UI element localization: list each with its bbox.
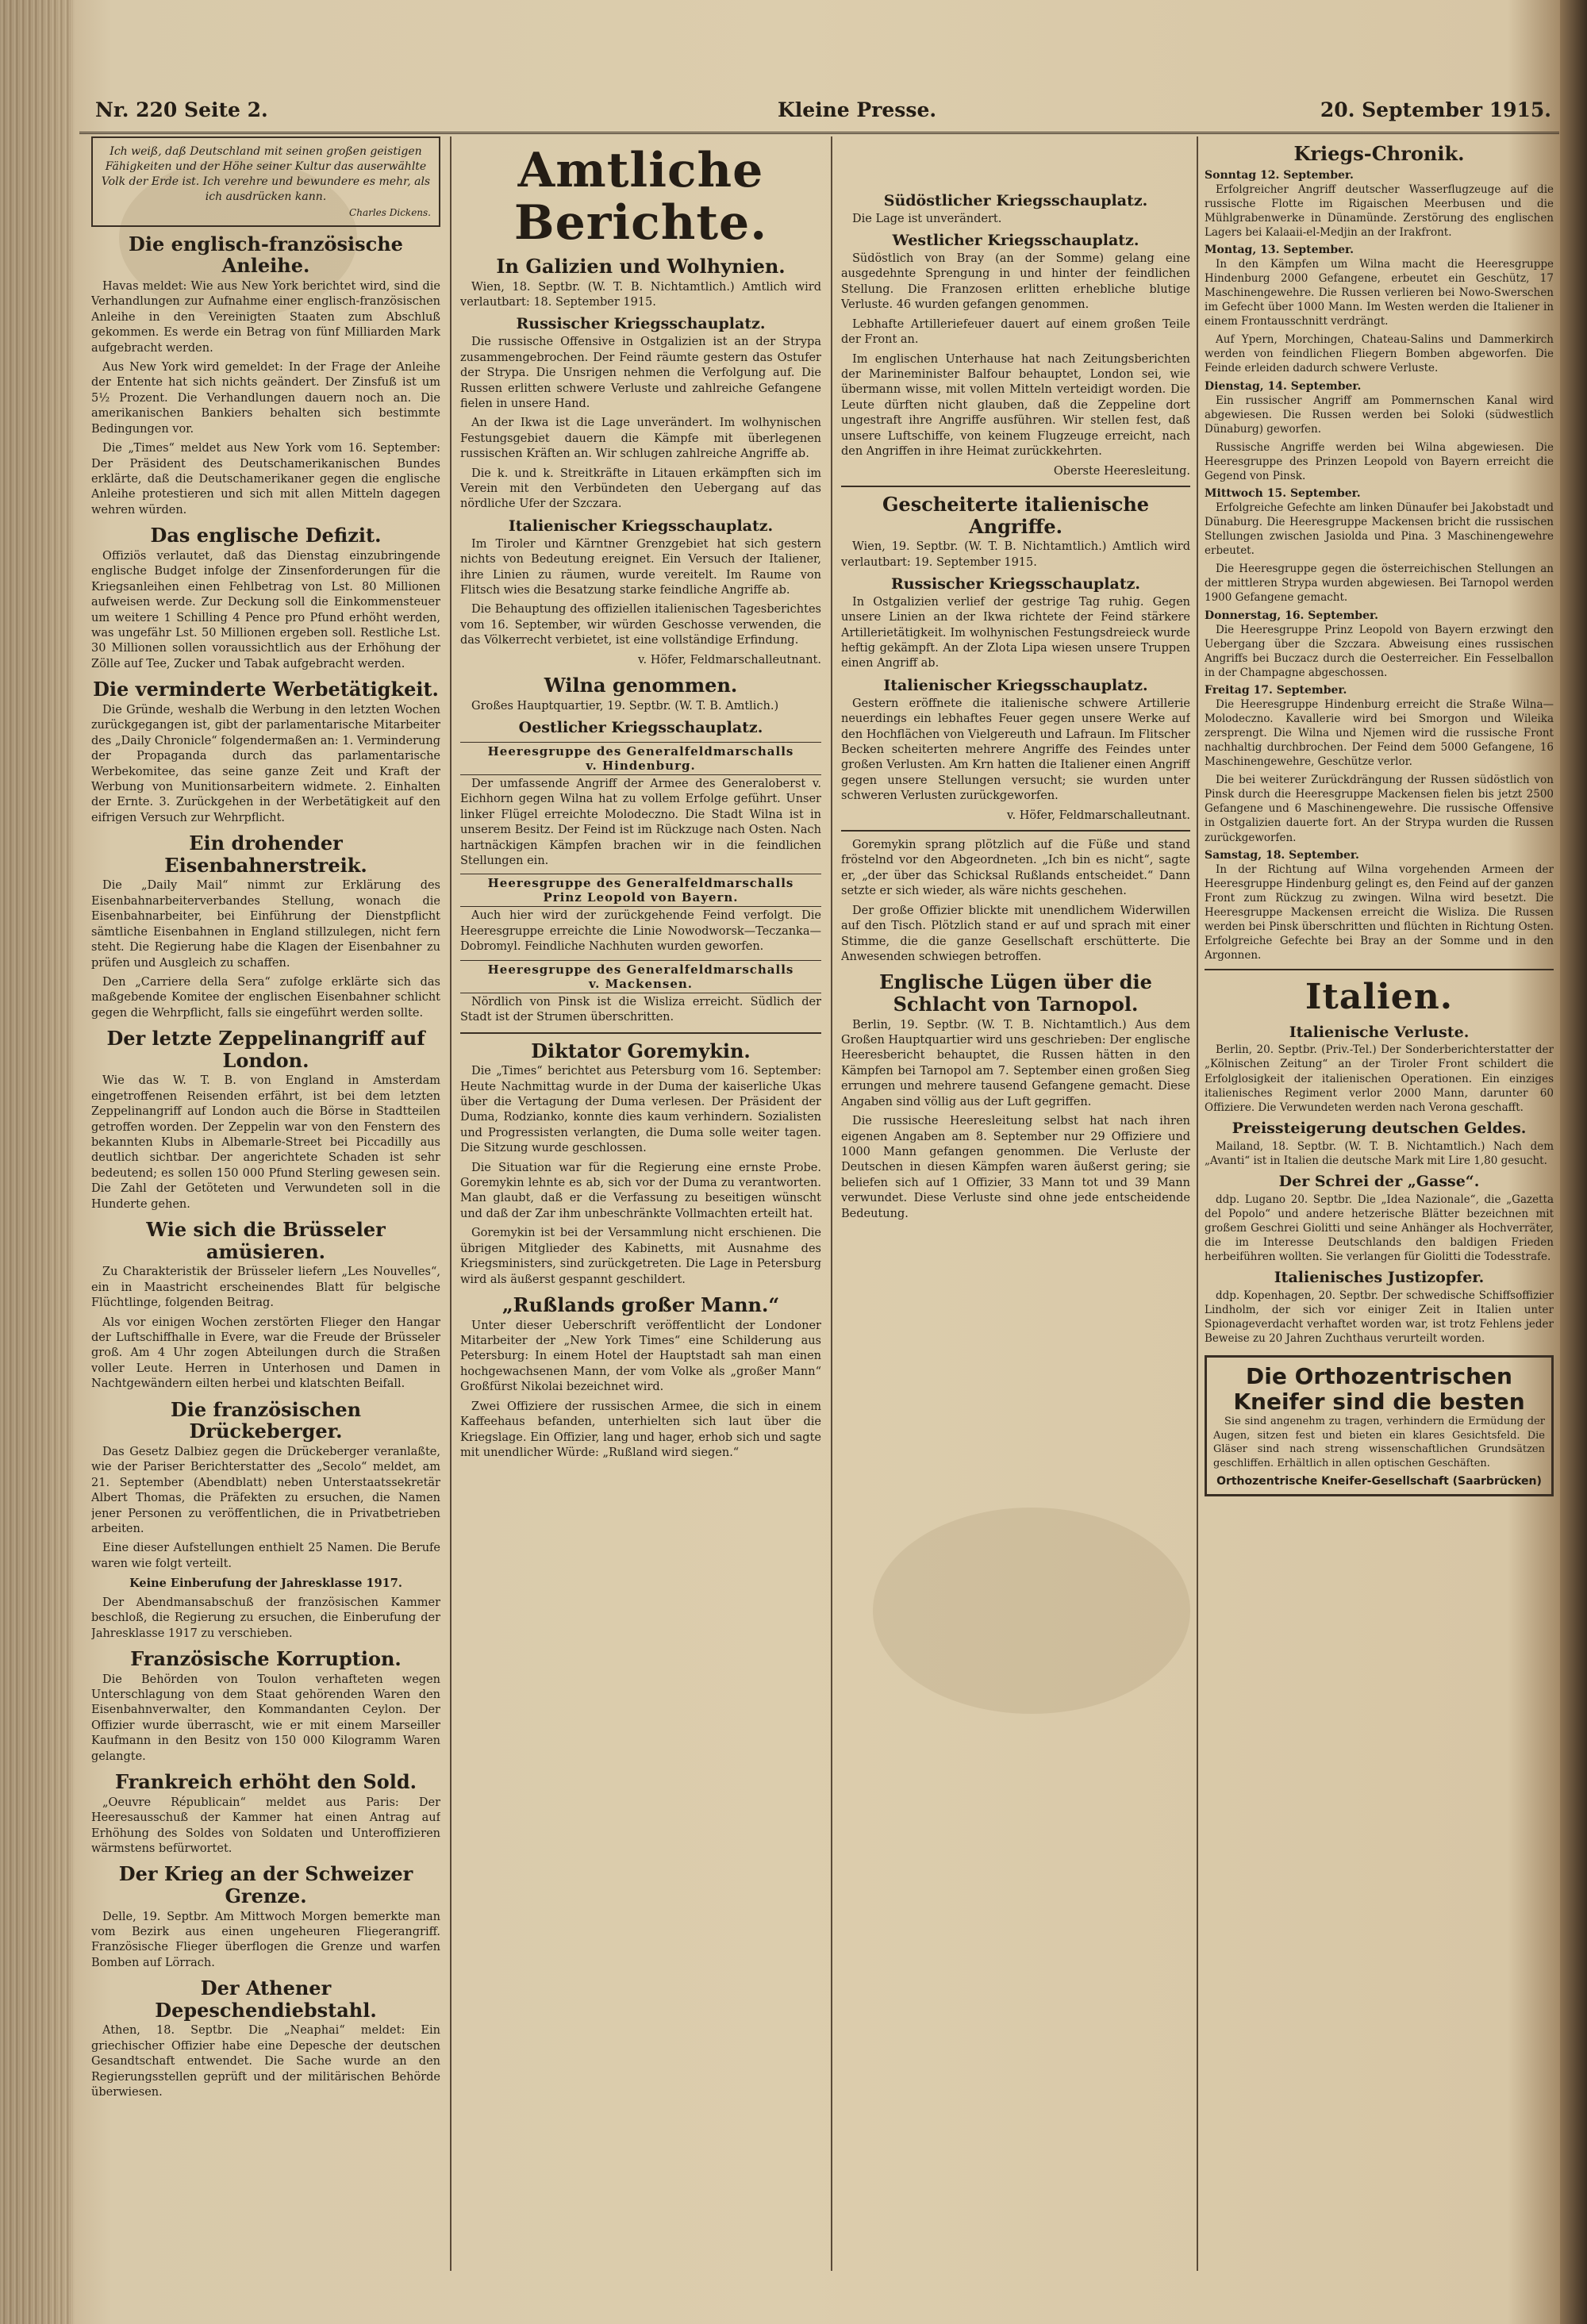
chronicle-entry: Ein russischer Angriff am Pommernschen Kanal wird abgewiesen. Die Russen werden bei Soloki (südwestlich Dünaburg) geworfen.	[1205, 394, 1554, 436]
quote-author: Charles Dickens.	[349, 206, 431, 218]
article-title: Ein drohender Eisenbahnerstreik.	[164, 832, 367, 877]
article-paragraph: In Ostgalizien verlief der gestrige Tag ruhig. Gegen unsere Linien an der Ikwa richtete der Feind stärkere Artillerietätigkeit. Im wolhynischen Festungsdreieck wurde heftig gekämpft. An der Zlota Lipa wiesen unsere Truppen einen Angriff ab.	[841, 595, 1190, 670]
army-group-heading	[460, 874, 821, 907]
section-heading: Italienisches Justizopfer.	[1274, 1268, 1485, 1286]
page-header	[79, 87, 1559, 134]
column-3	[841, 136, 1190, 2279]
article-paragraph: Den „Carriere della Sera“ zufolge erklärte sich das maßgebende Komitee der englischen Eisenbahner schlicht gegen die Wehrpflicht, falls sie eingeführt werden sollte.	[91, 975, 440, 1020]
chronicle-date: Dienstag, 14. September.	[1205, 379, 1362, 393]
section-heading: Italienischer Kriegsschauplatz.	[883, 676, 1148, 694]
article-title: Englische Lügen über die Schlacht von Tarnopol.	[879, 970, 1152, 1016]
column-rule	[1197, 136, 1198, 2271]
article-title: „Rußlands großer Mann.“	[501, 1293, 780, 1316]
section-heading: Südöstlicher Kriegsschauplatz.	[883, 192, 1148, 209]
issue-date: 20. September 1915.	[1320, 98, 1551, 121]
article-paragraph: Wie das W. T. B. von England in Amsterdam eingetroffenen Reisenden erfährt, ist bei dem letzten Zeppelinangriff auf London auch die Börse in Stadtteilen getroffen worden. Der Zeppelin war von den Fenstern des bekannten Klubs in Albemarle-Street bei Piccadilly aus deutlich sichtbar. Der angerichtete Schaden ist sehr bedeutend; es sollen 150 000 Pfund Sterling gewesen sein. Die Zahl der Getöteten und Verwundeten soll in die Hunderte gehen.	[91, 1074, 440, 1211]
article-paragraph: Lebhafte Artilleriefeuer dauert auf einem großen Teile der Front an.	[841, 317, 1190, 347]
divider	[841, 830, 1190, 832]
column-1	[91, 136, 440, 2279]
article-paragraph: „Oeuvre Républicain“ meldet aus Paris: Der Heeresausschuß der Kammer hat einen Antrag auf Erhöhung des Soldes von Soldaten und Unteroffizieren wärmstens befürwortet.	[91, 1796, 440, 1855]
army-group-commander: v. Mackensen.	[588, 976, 694, 991]
article-paragraph: Südöstlich von Bray (an der Somme) gelang eine ausgedehnte Sprengung in und hinter der feindlichen Stellung. Die Franzosen erlitten erhebliche blutige Verluste. 46 wurden gefangen genommen.	[841, 252, 1190, 312]
column-rule	[450, 136, 452, 2271]
ad-title: Die Orthozentrischen Kneifer sind die besten	[1233, 1363, 1525, 1416]
article-paragraph: Zu Charakteristik der Brüsseler liefern „Les Nouvelles“, ein in Maastricht erscheinendes Blatt für belgische Flüchtlinge, folgenden Beitrag.	[91, 1266, 440, 1310]
signature: v. Höfer, Feldmarschalleutnant.	[1007, 809, 1190, 822]
chronicle-date: Donnerstag, 16. September.	[1205, 609, 1378, 622]
article-title: Gescheiterte italienische Angriffe.	[882, 492, 1150, 538]
article-paragraph: ddp. Kopenhagen, 20. Septbr. Der schwedische Schiffsoffizier Lindholm, der sich vor einiger Zeit in Italien unter Spionageverdacht verhaftet worden war, ist trotz Fehlens jeder Beweise zu 20 Jahren Zuchthaus verurteilt worden.	[1205, 1289, 1554, 1345]
divider	[460, 1032, 821, 1034]
article-paragraph: Die russische Heeresleitung selbst hat nach ihren eigenen Angaben am 8. September nur 29 Offiziere und 1000 Mann gefangen genommen. Die Verluste der Deutschen in diesen Kämpfen waren äußerst gering; sie beliefen sich auf 1 Offizier, 33 Mann tot und 39 Mann verwundet. Diese Verluste sind ohne jede entscheidende Bedeutung.	[841, 1115, 1190, 1220]
chronicle-entry: In den Kämpfen um Wilna macht die Heeresgruppe Hindenburg 2000 Gefangene, erbeutet ein Geschütz, 17 Maschinengewehre. Die Russen verlieren bei Nowo-Swerschen im Gefecht über 1000 Mann. Im Westen werden die Italiener in einem Frontausschnitt verdrängt.	[1205, 257, 1554, 328]
dateline: Wien, 19. Septbr. (W. T. B. Nichtamtlich.) Amtlich wird verlautbart: 19. September 1915.	[841, 540, 1190, 569]
article-paragraph: Die Lage ist unverändert.	[852, 212, 1002, 225]
chronicle-title: Kriegs-Chronik.	[1293, 142, 1465, 165]
chronicle-entry: In der Richtung auf Wilna vorgehenden Armeen der Heeresgruppe Hindenburg gelingt es, den Feind auf der ganzen Front zum Rückzug zu zwingen. Wilna wird besetzt. Die Heeresgruppe Mackensen erreicht die Wisliza. Die Russen werden bei Pinsk überschritten und flüchten in Richtung Osten. Erfolgreiche Gefechte bei Bray an der Somme und in den Argonnen.	[1205, 862, 1554, 962]
chronicle-date: Sonntag 12. September.	[1205, 168, 1354, 182]
ad-text: Sie sind angenehm zu tragen, verhindern die Ermüdung der Augen, sitzen fest und bieten ein klares Gesichtsfeld. Die Gläser sind nach streng wissenschaftlichen Grundsätzen geschliffen. Erhältlich in allen optischen Geschäften.	[1213, 1416, 1545, 1469]
article-paragraph: Das Gesetz Dalbiez gegen die Drückeberger veranlaßte, wie der Pariser Berichterstatter des „Secolo“ meldet, am 21. September (Abendblatt) neben Unterstaatssekretär Albert Thomas, die Präfekten zu ersuchen, die Namen jener Personen zu veröffentlichen, die in Privatbetrieben arbeiten.	[91, 1445, 440, 1536]
article-paragraph: Im Tiroler und Kärntner Grenzgebiet hat sich gestern nichts von Bedeutung ereignet. Ein Versuch der Italiener, ihre Linien zu räumen, wurde vereitelt. Im Raume von Flitsch wies die Besatzung starke feindliche Angriffe ab.	[460, 537, 821, 597]
article-paragraph: Der umfassende Angriff der Armee des Generaloberst v. Eichhorn gegen Wilna hat zu vollem Erfolge geführt. Unser linker Flügel erreichte Molodeczno. Die Stadt Wilna ist in unserem Besitz. Der Feind ist im Rückzuge nach Osten. Nach hartnäckigen Kämpfen brachen wir in die feindlichen Stellungen ein.	[460, 777, 821, 867]
article-title: In Galizien und Wolhynien.	[496, 255, 786, 278]
article-paragraph: Offiziös verlautet, daß das Dienstag einzubringende englische Budget infolge der Zinsenforderungen für die Kriegsanleihen einen Fehlbetrag von Lst. 80 Millionen aufweisen werde. Zur Deckung soll die Einkommensteuer um weitere 1 Schilling 4 Pence pro Pfund erhöht werden, was ungefähr Lst. 50 Millionen ergeben soll. Restliche Lst. 30 Millionen sollen voraussichtlich aus der Erhöhung der Zölle auf Tee, Zucker und Tabak aufgebracht werden.	[91, 549, 440, 670]
ad-footer: Orthozentrische Kneifer-Gesellschaft (Saarbrücken)	[1216, 1475, 1542, 1489]
chronicle-date: Samstag, 18. September.	[1205, 848, 1359, 862]
article-paragraph: Aus New York wird gemeldet: In der Frage der Anleihe der Entente hat sich nichts geändert. Der Zinsfuß ist um 5½ Prozent. Die Verhandlungen dauern noch an. Die amerikanischen Bankiers behalten sich bestimmte Bedingungen vor.	[91, 361, 440, 436]
section-heading: Oestlicher Kriegsschauplatz.	[518, 719, 763, 737]
article-title: Das englische Defizit.	[150, 524, 382, 547]
article-title: Die französischen Drückeberger.	[170, 1397, 362, 1443]
article-title: Französische Korruption.	[130, 1646, 402, 1670]
chronicle-entry: Auf Ypern, Morchingen, Chateau-Salins und Dammerkirch werden von feindlichen Fliegern Bomben abgeworfen. Die Feinde erleiden dadurch schwere Verluste.	[1205, 333, 1554, 375]
article-paragraph: Mailand, 18. Septbr. (W. T. B. Nichtamtlich.) Nach dem „Avanti“ ist in Italien die deutsche Mark mit Lire 1,80 gesucht.	[1205, 1139, 1554, 1167]
article-paragraph: An der Ikwa ist die Lage unverändert. Im wolhynischen Festungsgebiet dauern die Kämpfe mit überlegenen russischen Kräften an. Wir schlugen zahlreiche Angriffe ab.	[460, 417, 821, 461]
quote-box	[91, 136, 440, 227]
article-paragraph: Die k. und k. Streitkräfte in Litauen erkämpften sich im Verein mit den Verbündeten den Uebergang auf das nördliche Ufer der Szczara.	[460, 467, 821, 511]
chronicle-entry: Die Heeresgruppe Hindenburg erreicht die Straße Wilna—Molodeczno. Kavallerie wird bei Smorgon und Wileika zersprengt. Die Wilna und Njemen wird die russische Front nachhaltig durchbrochen. Der Feind dem 5000 Gefangene, 16 Maschinengewehre, Geschütze verlor.	[1205, 697, 1554, 769]
article-title: Der Krieg an der Schweizer Grenze.	[118, 1862, 413, 1907]
divider	[841, 486, 1190, 487]
chronicle-date: Freitag 17. September.	[1205, 683, 1347, 697]
article-title: Die englisch-französische Anleihe.	[129, 232, 403, 278]
article-title: Diktator Goremykin.	[531, 1039, 751, 1062]
section-title-italy: Italien.	[1305, 977, 1454, 1018]
article-paragraph: Als vor einigen Wochen zerstörten Flieger den Hangar der Luftschiffhalle in Evere, war die Freude der Brüsseler groß. Am 4 Uhr zogen Abteilungen durch die Straßen voller Leute. Herren in Unterhosen und Damen in Nachtgewändern eilten herbei und klatschten Beifall.	[91, 1316, 440, 1391]
article-paragraph: Athen, 18. Septbr. Die „Neaphai“ meldet: Ein griechischer Offizier habe eine Depesche der deutschen Gesandtschaft entwendet. Die Sache wurde an den Regierungsstellen geprüft und der militärischen Behörde überwiesen.	[91, 2024, 440, 2099]
section-heading: Russischer Kriegsschauplatz.	[890, 574, 1141, 593]
article-paragraph: Die Gründe, weshalb die Werbung in den letzten Wochen zurückgegangen ist, gibt der parlamentarische Mitarbeiter des „Daily Chronicle“ folgendermaßen an: 1. Verminderung der Propaganda durch das parlamentarische Werbekomitee, das seine ganze Zeit und Kraft der Werbung von Munitionsarbeitern widmete. 2. Einhalten der Ernte. 3. Zurückgehen in der Werbetätigkeit auf den eifrigen Versuch zur Wehrpflicht.	[91, 703, 440, 824]
page-edge	[1560, 0, 1587, 2324]
article-paragraph: Havas meldet: Wie aus New York berichtet wird, sind die Verhandlungen zur Aufnahme einer englisch-französischen Anleihe in den Vereinigten Staaten zum Abschluß gekommen. Es werde ein Betrag von fünf Milliarden Mark aufgebracht werden.	[91, 279, 440, 355]
article-paragraph: Goremykin sprang plötzlich auf die Füße und stand fröstelnd vor den Abgeordneten. „Ich bin es nicht“, sagte er, „der über das Schicksal Rußlands entscheidet.“ Dann setzte er sich wieder, als wäre nichts geschehen.	[841, 839, 1190, 898]
article-paragraph: Zwei Offiziere der russischen Armee, die sich in einem Kaffeehaus befanden, unterhielten sich laut über die Kriegslage. Ein Offizier, lang und hager, erhob sich und sagte mit unendlicher Würde: „Rußland wird siegen.“	[460, 1400, 821, 1459]
column-4	[1205, 136, 1554, 2279]
article-paragraph: ddp. Lugano 20. Septbr. Die „Idea Nazionale“, die „Gazetta del Popolo“ und andere hetzerische Blätter bezeichnen mit großem Geschrei Giolitti und seine Anhänger als Hochverräter, die im Interesse Deutschlands den baldigen Frieden herbeiführen wollten. Sie verlangen für Giolitti die Todesstrafe.	[1205, 1193, 1554, 1263]
article-paragraph: Goremykin ist bei der Versammlung nicht erschienen. Die übrigen Mitglieder des Kabinetts, mit Ausnahme des Kriegsministers, sind zurückgetreten. Die Lage in Petersburg wird als äußerst gespannt geschildert.	[460, 1227, 821, 1286]
article-title: Die verminderte Werbetätigkeit.	[93, 678, 439, 701]
chronicle-entry: Russische Angriffe werden bei Wilna abgewiesen. Die Heeresgruppe des Prinzen Leopold von Bayern erreicht die Gegend von Pinsk.	[1205, 440, 1554, 482]
article-paragraph: Im englischen Unterhause hat nach Zeitungsberichten der Marineminister Balfour behauptet, London sei, wie übermann wisse, mit vollen Mitteln verteidigt worden. Die Leute dürften nicht glauben, daß die Zeppeline dort ungestraft ihre Angriffe ausführen. Wir stellen fest, daß unsere Luftschiffe, von keinem Flugzeuge erreicht, nach den Angriffen in ihre Heimat zurückkehrten.	[841, 352, 1190, 459]
army-group-label: Heeresgruppe des Generalfeldmarschalls	[487, 743, 794, 759]
article-title: Wilna genommen.	[544, 674, 738, 697]
section-heading: Italienische Verluste.	[1289, 1023, 1470, 1041]
army-group-label: Heeresgruppe des Generalfeldmarschalls	[487, 962, 794, 977]
article-paragraph: Eine dieser Aufstellungen enthielt 25 Namen. Die Berufe waren wie folgt verteilt.	[91, 1542, 440, 1570]
chronicle-entry: Die Heeresgruppe gegen die österreichischen Stellungen an der mittleren Strypa wurden abgewiesen. Bei Tarnopol werden 1900 Gefangene gemacht.	[1205, 563, 1554, 605]
article-paragraph: Die „Times“ berichtet aus Petersburg vom 16. September: Heute Nachmittag wurde in der Duma der kaiserliche Ukas über die Vertagung der Duma verlesen. Der Präsident der Duma, Rodzianko, konnte dies kaum verhindern. Sozialisten und Progressisten verlangten, die Duma solle weiter tagen. Die Sitzung wurde geschlossen.	[460, 1065, 821, 1155]
banner-title: Amtliche Berichte.	[513, 143, 768, 251]
article-paragraph: Die Behauptung des offiziellen italienischen Tagesberichtes vom 16. September, wir würden Geschosse verwenden, die das Völkerrecht verbietet, ist eine vollständige Erfindung.	[460, 603, 821, 647]
issue-number: Nr. 220 Seite 2.	[95, 98, 268, 121]
article-paragraph: Unter dieser Ueberschrift veröffentlicht der Londoner Mitarbeiter der „New York Times“ eine Schilderung aus Petersburg: In einem Hotel der Hauptstadt sah man einen hochgewachsenen Mann, der vom Volke als „großer Mann“ Großfürst Nikolai bezeichnet wird.	[460, 1319, 821, 1394]
column-2	[460, 136, 821, 2279]
article-title: Frankreich erhöht den Sold.	[114, 1770, 417, 1794]
article-paragraph: Gestern eröffnete die italienische schwere Artillerie neuerdings ein lebhaftes Feuer gegen unsere Werke auf den Hochflächen von Vielgereuth und Lafraun. Im Flitscher Becken scheiterten mehrere Angriffe des Feindes unter großen Verlusten. Am Krn hatten die Italiener einen Angriff gegen unsere Stellungen versucht; sie wurden unter schweren Verlusten zurückgeworfen.	[841, 697, 1190, 803]
section-heading: Italienischer Kriegsschauplatz.	[508, 517, 774, 535]
chronicle-entry: Erfolgreicher Angriff deutscher Wasserflugzeuge auf die russische Flotte im Rigaischen Meerbusen und die Mühlgrabenwerke in Dünamünde. Zerstörung des englischen Lagers bei Kalaaii-el-Medjin an der Irakfront.	[1205, 182, 1554, 239]
article-paragraph: Nördlich von Pinsk ist die Wisliza erreicht. Südlich der Stadt ist der Strumen überschritten.	[460, 995, 821, 1024]
article-paragraph: Der große Offizier blickte mit unendlichem Widerwillen auf den Tisch. Plötzlich stand er auf und sprach mit einer Stimme, die die ganze Gesellschaft erschütterte. Die Anwesenden schwiegen betroffen.	[841, 904, 1190, 963]
article-title: Wie sich die Brüsseler amüsieren.	[146, 1218, 386, 1263]
chronicle-entry: Die bei weiterer Zurückdrängung der Russen südöstlich von Pinsk durch die Heeresgruppe Mackensen fielen bis jetzt 2500 Gefangene und 6 Maschinengewehre. Die russische Offensive in Ostgalizien dauerte fort. An der Strypa wurden die Russen zurückgeworfen.	[1205, 774, 1554, 844]
section-heading: Preissteigerung deutschen Geldes.	[1232, 1119, 1527, 1137]
chronicle-entry: Die Heeresgruppe Prinz Leopold von Bayern erzwingt den Uebergang über die Szczara. Abweisung eines russischen Angriffs bei Buczacz durch die Oesterreicher. Ein Fesselballon in der Champagne abgeschossen.	[1205, 623, 1554, 679]
newspaper-name: Kleine Presse.	[778, 98, 937, 121]
chronicle-date: Montag, 13. September.	[1205, 243, 1354, 256]
article-paragraph: Die Situation war für die Regierung eine ernste Probe. Goremykin lehnte es ab, sich vor der Duma zu verantworten. Man glaubt, daß er die Verfassung zu beseitigen wünscht und daß der Zar ihm unbeschränkte Vollmachten erteilt hat.	[460, 1161, 821, 1220]
signature: Oberste Heeresleitung.	[1053, 464, 1190, 478]
section-heading: Westlicher Kriegsschauplatz.	[892, 232, 1139, 250]
army-group-heading	[460, 960, 821, 993]
newspaper-sheet	[79, 87, 1559, 2293]
article-title: Der Athener Depeschendiebstahl.	[155, 1976, 377, 2022]
article-paragraph: Die „Daily Mail“ nimmt zur Erklärung des Eisenbahnarbeiterverbandes Stellung, wonach die Eisenbahnarbeiter, bei Einführung der Dienstpflicht sämtliche Eisenbahnen in England stillzulegen, nicht fern steht. Die Regierung habe die Klagen der Eisenbahner zu prüfen und Ausgleich zu schaffen.	[91, 879, 440, 970]
article-title: Der letzte Zeppelinangriff auf London.	[106, 1027, 425, 1072]
army-group-commander: Prinz Leopold von Bayern.	[543, 890, 739, 905]
army-group-heading	[460, 742, 821, 775]
column-rule	[831, 136, 832, 2271]
article-paragraph: Die russische Offensive in Ostgalizien ist an der Strypa zusammengebrochen. Der Feind räumte gestern das Ostufer der Strypa. Die Unsrigen nehmen die Verfolgung auf. Die Russen erlitten schwere Verluste und zahlreiche Gefangene fielen in unsere Hand.	[460, 336, 821, 410]
quote-text: Ich weiß, daß Deutschland mit seinen großen geistigen Fähigkeiten und der Höhe seiner Kultur das auserwählte Volk der Erde ist. Ich verehre und bewundere es mehr, als ich ausdrücken kann.	[101, 145, 431, 203]
article-paragraph: Auch hier wird der zurückgehende Feind verfolgt. Die Heeresgruppe erreichte die Linie Nowodworsk—Teczanka—Dobromyl. Feindliche Nachhuten wurden geworfen.	[460, 909, 821, 954]
article-subheading: Keine Einberufung der Jahresklasse 1917.	[129, 1577, 402, 1591]
article-paragraph: Die „Times“ meldet aus New York vom 16. September: Der Präsident des Deutschamerikanischen Bundes erklärte, daß die Deutschamerikaner gegen die englische Anleihe protestieren und sich mit allen Mitteln dagegen wehren würden.	[91, 442, 440, 517]
advertisement	[1205, 1355, 1554, 1496]
section-heading: Russischer Kriegsschauplatz.	[516, 315, 766, 333]
chronicle-entry: Erfolgreiche Gefechte am linken Dünaufer bei Jakobstadt und Dünaburg. Die Heeresgruppe Mackensen bricht die russischen Stellungen zwischen Jasiolda und Pina. 3 Maschinengewehre erbeutet.	[1205, 501, 1554, 558]
article-paragraph: Der Abendmansabschuß der französischen Kammer beschloß, die Regierung zu ersuchen, die Einberufung der Jahresklasse 1917 zu verschieben.	[91, 1596, 440, 1640]
chronicle-date: Mittwoch 15. September.	[1205, 487, 1361, 500]
dateline: Großes Hauptquartier, 19. Septbr. (W. T. B. Amtlich.)	[471, 699, 779, 713]
article-paragraph: Die Behörden von Toulon verhafteten wegen Unterschlagung von dem Staat gehörenden Waren den Eisenbahnverwalter, den Kommandanten Ceylon. Der Offizier wurde überrascht, wie er mit einem Marseiller Kaufmann in den Besitz von 150 000 Kilogramm Waren gelangte.	[91, 1673, 440, 1763]
dateline: Wien, 18. Septbr. (W. T. B. Nichtamtlich.) Amtlich wird verlautbart: 18. September 1915.	[460, 280, 821, 309]
article-paragraph: Delle, 19. Septbr. Am Mittwoch Morgen bemerkte man vom Bezirk aus einen ungeheuren Fliegerangriff. Französische Flieger überflogen die Grenze und warfen Bomben auf Lörrach.	[91, 1910, 440, 1969]
army-group-commander: v. Hindenburg.	[586, 758, 696, 773]
army-group-label: Heeresgruppe des Generalfeldmarschalls	[487, 876, 794, 891]
section-heading: Der Schrei der „Gasse“.	[1278, 1172, 1480, 1190]
article-paragraph: Berlin, 19. Septbr. (W. T. B. Nichtamtlich.) Aus dem Großen Hauptquartier wird uns geschrieben: Der englische Heeresbericht behauptet, die Russen hätten in den Kämpfen bei Tarnopol am 7. September einen großen Sieg errungen und mehrere tausend Gefangene gemacht. Diese Angaben sind völlig aus der Luft gegriffen.	[841, 1018, 1190, 1108]
book-binding	[0, 0, 73, 2324]
divider	[1205, 969, 1554, 970]
signature: v. Höfer, Feldmarschalleutnant.	[638, 653, 821, 666]
article-paragraph: Berlin, 20. Septbr. (Priv.-Tel.) Der Sonderberichterstatter der „Kölnischen Zeitung“ an der Tiroler Front schildert die Erfolglosigkeit der italienischen Operationen. Ein einziges italienisches Regiment verlor 2000 Mann, darunter 60 Offiziere. Die Verwundeten werden nach Verona geschafft.	[1205, 1043, 1554, 1114]
